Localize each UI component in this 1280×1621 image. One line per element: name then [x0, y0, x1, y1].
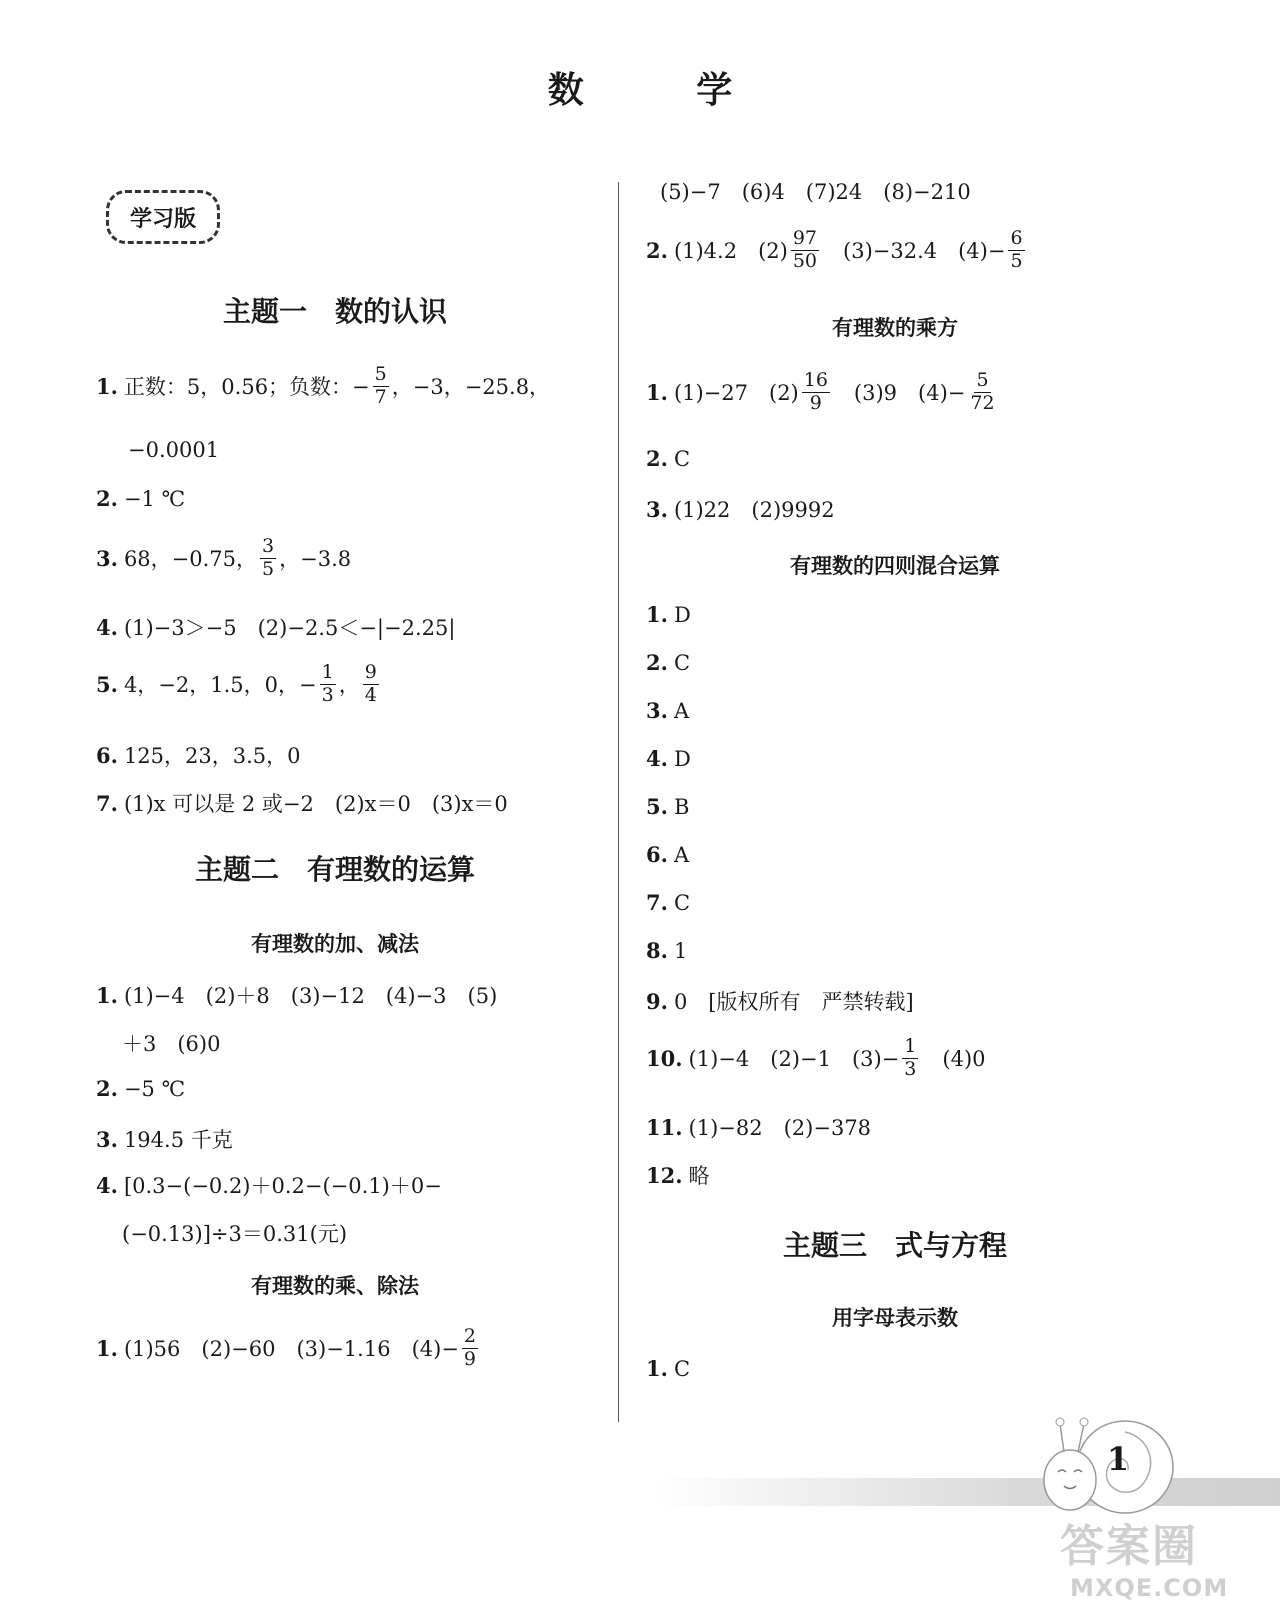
edition-badge: 学习版 — [106, 190, 220, 244]
answer-text: (3)9 (4)− — [832, 381, 966, 406]
answer-text: (3)−32.4 (4)− — [822, 239, 1006, 264]
answer-2-4 — [96, 1170, 442, 1200]
answer-text: (1)4.2 (2) — [673, 239, 788, 264]
answer-number: 5. — [646, 794, 668, 819]
fraction — [260, 536, 276, 581]
answer-number: 8. — [646, 938, 668, 963]
answer-number: 3. — [646, 698, 668, 723]
answer-2-4-cont — [122, 1218, 347, 1248]
numerator: 9 — [364, 661, 377, 683]
answer-text: 正数：5，0.56；负数：− — [123, 375, 370, 400]
answer-text: ，−3.8 — [279, 547, 352, 572]
subsection-title: 有理数的乘方 — [832, 316, 958, 340]
answer-3-1 — [96, 1326, 481, 1371]
denominator: 5 — [262, 557, 275, 580]
answer-number: 1. — [646, 1356, 668, 1381]
answer-4-3 — [646, 494, 835, 524]
answer-text: (4)0 — [921, 1047, 986, 1072]
answer-text: (1)−4 (2)−1 (3)− — [688, 1047, 900, 1072]
fraction — [1008, 228, 1024, 273]
answer-2-1 — [96, 980, 497, 1010]
answer-text: (−0.13)]÷3＝0.31(元) — [122, 1222, 348, 1246]
answer-1-6 — [96, 740, 301, 770]
answer-text: A — [673, 842, 690, 867]
denominator: 72 — [970, 391, 995, 414]
denominator: 3 — [321, 683, 334, 706]
answer-number: 1. — [646, 379, 668, 405]
subsection-title: 有理数的四则混合运算 — [790, 554, 1000, 578]
subsection-title: 用字母表示数 — [832, 1306, 958, 1330]
answer-text: C — [673, 1356, 691, 1381]
answer-2-3 — [96, 1124, 233, 1154]
answer-text: 68，−0.75， — [123, 547, 258, 572]
answer-number: 6. — [96, 742, 118, 768]
answer-1-1 — [96, 364, 550, 409]
answer-text: 125，23，3.5，0 — [123, 744, 301, 768]
denominator: 3 — [904, 1057, 917, 1080]
answer-number: 3. — [96, 1126, 118, 1152]
numerator: 3 — [262, 535, 275, 557]
answer-1-7 — [96, 788, 508, 818]
answer-1-3 — [96, 536, 351, 581]
denominator: 7 — [374, 385, 387, 408]
numerator: 16 — [803, 369, 828, 391]
answer-number: 4. — [646, 746, 668, 771]
fraction — [902, 1036, 918, 1081]
watermark-logo: 答案圈 — [1060, 1521, 1198, 1572]
numerator: 2 — [463, 1325, 477, 1347]
answer-5-2 — [646, 650, 690, 675]
answer-text: −1 ℃ — [123, 486, 186, 511]
numerator: 5 — [374, 363, 387, 385]
topic-1-title: 主题一 数的认识 — [222, 295, 447, 328]
answer-5-1 — [646, 602, 691, 627]
fraction — [968, 370, 996, 415]
subsection-title: 有理数的乘、除法 — [251, 1274, 419, 1298]
answer-number: 7. — [96, 790, 118, 816]
topic-2-title: 主题二 有理数的运算 — [194, 853, 475, 886]
answer-text: (1)−27 (2) — [673, 381, 799, 406]
answer-number: 2. — [646, 650, 668, 675]
page-number: 1 — [1106, 1440, 1130, 1478]
numerator: 6 — [1010, 227, 1023, 249]
answer-text: (1)−4 (2)＋8 (3)−12 (4)−3 (5) — [123, 984, 498, 1008]
answer-1-2 — [96, 486, 185, 511]
answer-number: 11. — [646, 1114, 683, 1140]
answer-text: ，−3，−25.8， — [391, 375, 551, 400]
answer-text: −5 ℃ — [123, 1076, 186, 1101]
fraction — [320, 662, 336, 707]
answer-number: 1. — [646, 602, 668, 627]
answer-3-2 — [646, 228, 1028, 273]
answer-1-1-cont — [128, 438, 219, 462]
answer-number: 2. — [96, 1076, 118, 1101]
answer-number: 2. — [646, 237, 668, 263]
footer-band — [650, 1478, 1280, 1506]
answer-5-11 — [646, 1112, 871, 1142]
answer-number: 10. — [646, 1045, 683, 1071]
answer-text: 0 [版权所有 严禁转载] — [673, 990, 914, 1014]
answer-number: 9. — [646, 988, 668, 1014]
answer-number: 1. — [96, 1335, 118, 1361]
answer-text: C — [673, 890, 691, 915]
answer-5-3 — [646, 698, 689, 723]
denominator: 9 — [463, 1347, 477, 1370]
watermark-url: MXQE.COM — [1070, 1574, 1229, 1602]
answer-4-2 — [646, 446, 690, 471]
numerator: 5 — [976, 369, 989, 391]
answer-text: 1 — [673, 938, 688, 963]
answer-text: (1)56 (2)−60 (3)−1.16 (4)− — [123, 1337, 459, 1362]
answer-text: ＋3 (6)0 — [122, 1032, 221, 1056]
answer-5-12 — [646, 1160, 710, 1190]
answer-6-1 — [646, 1356, 690, 1381]
answer-text: (1)−82 (2)−378 — [688, 1116, 872, 1140]
column-divider — [618, 182, 619, 1422]
answer-text: 略 — [688, 1164, 710, 1188]
denominator: 4 — [364, 683, 377, 706]
denominator: 5 — [1010, 249, 1023, 272]
answer-5-9 — [646, 986, 914, 1016]
answer-number: 3. — [96, 545, 118, 571]
answer-text: 194.5 千克 — [123, 1128, 233, 1152]
answer-4-1 — [646, 370, 1000, 415]
fraction — [462, 1326, 478, 1371]
answer-text: −0.0001 — [128, 438, 220, 462]
numerator: 1 — [904, 1035, 917, 1057]
answer-text: (1)22 (2)9992 — [673, 498, 835, 522]
answer-text: 4，−2，1.5，0，− — [123, 673, 317, 698]
answer-2-2 — [96, 1076, 185, 1101]
numerator: 1 — [321, 661, 334, 683]
answer-5-10 — [646, 1036, 986, 1081]
answer-5-6 — [646, 842, 689, 867]
fraction — [373, 364, 389, 409]
answer-text: A — [673, 698, 690, 723]
answer-number: 5. — [96, 671, 118, 697]
answer-text: ， — [338, 673, 360, 698]
fraction — [802, 370, 830, 415]
fraction — [791, 228, 819, 273]
answer-5-7 — [646, 890, 690, 915]
answer-text: B — [673, 794, 690, 819]
answer-number: 3. — [646, 496, 668, 522]
answer-1-5 — [96, 662, 382, 707]
answer-5-5 — [646, 794, 689, 819]
answer-2-1-cont — [122, 1028, 220, 1058]
answer-1-4 — [96, 612, 455, 642]
answer-text: (1)−3＞−5 (2)−2.5＜−|−2.25| — [123, 616, 456, 640]
answer-number: 1. — [96, 982, 118, 1008]
answer-number: 4. — [96, 1172, 118, 1198]
answer-number: 2. — [646, 446, 668, 471]
subsection-title: 有理数的加、减法 — [251, 932, 419, 956]
answer-5-8 — [646, 938, 687, 963]
answer-text: C — [673, 650, 691, 675]
answer-number: 7. — [646, 890, 668, 915]
answer-number: 6. — [646, 842, 668, 867]
denominator: 9 — [809, 391, 822, 414]
page-title: 数 学 — [547, 70, 783, 111]
answer-text: D — [673, 602, 691, 627]
answer-number: 12. — [646, 1162, 683, 1188]
answer-text: C — [673, 446, 691, 471]
answer-text: (5)−7 (6)4 (7)24 (8)−210 — [660, 180, 971, 204]
answer-text: (1)x 可以是 2 或−2 (2)x＝0 (3)x＝0 — [123, 792, 508, 816]
answer-text: [0.3−(−0.2)＋0.2−(−0.1)＋0− — [123, 1174, 442, 1198]
answer-number: 1. — [96, 373, 118, 399]
answer-3-1-cont — [660, 176, 971, 206]
answer-number: 4. — [96, 614, 118, 640]
answer-5-4 — [646, 746, 691, 771]
topic-3-title: 主题三 式与方程 — [782, 1229, 1007, 1262]
denominator: 50 — [792, 249, 818, 272]
fraction — [363, 662, 379, 707]
answer-number: 2. — [96, 486, 118, 511]
numerator: 97 — [792, 227, 818, 249]
answer-text: D — [673, 746, 691, 771]
